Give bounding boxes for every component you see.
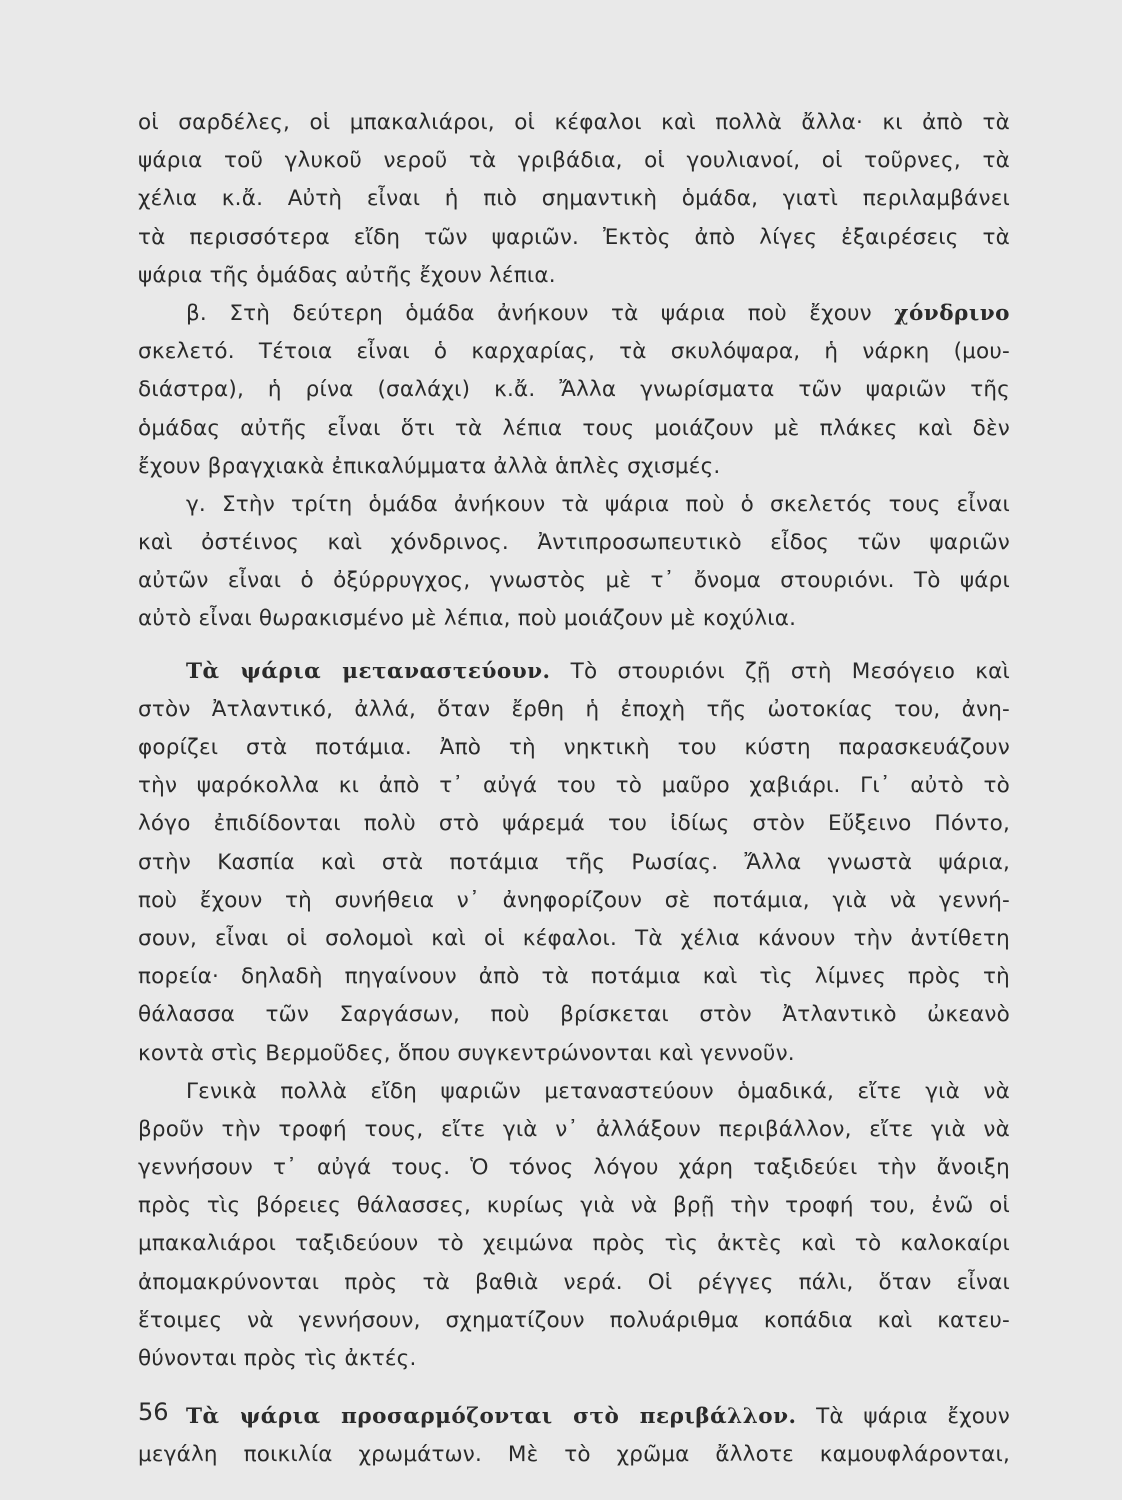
paragraph-gap [138,1378,1010,1398]
text-segment: β. Στὴ δεύτερη ὁμάδα ἀνήκουν τὰ ψάρια ποὺ ἔχουν [186,300,895,326]
text-line: τὴν ψαρόκολλα κι ἀπὸ τ᾿ αὐγά του τὸ μαῦρο χαβιάρι. Γι᾿ αὐτὸ τὸ [138,773,1010,799]
text-line: διάστρα), ἡ ρίνα (σαλάχι) κ.ἄ. Ἄλλα γνωρίσματα τῶν ψαριῶν τῆς [138,377,1010,403]
text-line: Γενικὰ πολλὰ εἴδη ψαριῶν μεταναστεύουν ὁμαδικά, εἴτε γιὰ νὰ [186,1078,1010,1104]
text-line: στὴν Κασπία καὶ στὰ ποτάμια τῆς Ρωσίας. Ἄλλα γνωστὰ ψάρια, [138,849,1010,875]
text-line: σουν, εἶναι οἱ σολομοὶ καὶ οἱ κέφαλοι. Τὰ χέλια κάνουν τὴν ἀντίθετη [138,925,1010,951]
text-line: πορεία· δηλαδὴ πηγαίνουν ἀπὸ τὰ ποτάμια καὶ τὶς λίμνες πρὸς τὴ [138,964,1010,990]
text-line: ὁμάδας αὐτῆς εἶναι ὅτι τὰ λέπια τους μοιάζουν μὲ πλάκες καὶ δὲν [138,415,1010,441]
section-heading: Τὰ ψάρια μεταναστεύουν. [186,658,551,684]
text-line: οἱ σαρδέλες, οἱ μπακαλιάροι, οἱ κέφαλοι καὶ πολλὰ ἄλλα· κι ἀπὸ τὰ [138,110,1010,135]
text-line: αὐτὸ εἶναι θωρακισμένο μὲ λέπια, ποὺ μοιάζουν μὲ κοχύλια. [138,606,797,632]
text-segment: Τὰ ψάρια ἔχουν [796,1404,1010,1430]
text-line: κοντὰ στὶς Βερμοῦδες, ὅπου συγκεντρώνονται καὶ γεννοῦν. [138,1040,795,1066]
text-line: θύνονται πρὸς τὶς ἀκτές. [138,1346,417,1371]
text-line: μεγάλη ποικιλία χρωμάτων. Μὲ τὸ χρῶμα ἄλλοτε καμουφλάρονται, [138,1442,1010,1468]
text-line: φορίζει στὰ ποτάμια. Ἀπὸ τὴ νηκτικὴ του κύστη παρασκευάζουν [138,735,1010,760]
text-line: πρὸς τὶς βόρειες θάλασσες, κυρίως γιὰ νὰ βρῇ τὴν τροφή του, ἐνῶ οἱ [138,1193,1010,1219]
text-line: στὸν Ἀτλαντικό, ἀλλά, ὅταν ἔρθη ἡ ἐποχὴ τῆς ὠοτοκίας του, ἀνη- [138,696,1010,722]
text-line: αὐτῶν εἶναι ὁ ὀξύρρυγχος, γνωστὸς μὲ τ᾿ ὄνομα στουριόνι. Τὸ ψάρι [138,568,1010,594]
text-line: τὰ περισσότερα εἴδη τῶν ψαριῶν. Ἐκτὸς ἀπὸ λίγες ἐξαιρέσεις τὰ [138,224,1010,250]
text-line: χέλια κ.ἄ. Αὐτὴ εἶναι ἡ πιὸ σημαντικὴ ὁμάδα, γιατὶ περιλαμβάνει [138,186,1010,212]
text-line: ψάρια τοῦ γλυκοῦ νεροῦ τὰ γριβάδια, οἱ γουλιανοί, οἱ τοῦρνες, τὰ [138,148,1010,174]
page-number: 56 [138,1398,169,1426]
paragraph-gap [138,639,1010,653]
bold-term: χόνδρινο [894,300,1010,326]
section-heading: Τὰ ψάρια προσαρμόζονται στὸ περιβάλλον. [186,1404,797,1430]
text-line: θάλασσα τῶν Σαργάσων, ποὺ βρίσκεται στὸν Ἀτλαντικὸ ὠκεανὸ [138,1002,1010,1028]
page-text [138,104,1010,1475]
text-line: σκελετό. Τέτοια εἶναι ὁ καρχαρίας, τὰ σκυλόψαρα, ἡ νάρκη (μου- [138,339,1010,365]
text-line [138,653,1010,691]
text-segment: Τὸ στουριόνι ζῇ στὴ Μεσόγειο καὶ [550,658,1010,684]
text-line: ἕτοιμες νὰ γεννήσουν, σχηματίζουν πολυάριθμα κοπάδια καὶ κατευ- [138,1307,1010,1333]
text-line: μπακαλιάροι ταξιδεύουν τὸ χειμώνα πρὸς τὶς ἀκτὲς καὶ τὸ καλοκαίρι [138,1231,1010,1257]
text-line: ποὺ ἔχουν τὴ συνήθεια ν᾿ ἀνηφορίζουν σὲ ποτάμια, γιὰ νὰ γεννή- [138,887,1010,913]
text-line: ψάρια τῆς ὁμάδας αὐτῆς ἔχουν λέπια. [138,262,556,288]
text-line: λόγο ἐπιδίδονται πολὺ στὸ ψάρεμά του ἰδίως στὸν Εὔξεινο Πόντο, [138,811,1010,837]
text-line: καὶ ὀστέινος καὶ χόνδρινος. Ἀντιπροσωπευτικὸ εἶδος τῶν ψαριῶν [138,530,1010,556]
text-line: βροῦν τὴν τροφή τους, εἴτε γιὰ ν᾿ ἀλλάξουν περιβάλλον, εἴτε γιὰ νὰ [138,1116,1010,1142]
text-line [138,295,1010,333]
text-line: ἀπομακρύνονται πρὸς τὰ βαθιὰ νερά. Οἱ ρέγγες πάλι, ὅταν εἶναι [138,1269,1010,1295]
text-line [138,1398,1010,1436]
text-line: γ. Στὴν τρίτη ὁμάδα ἀνήκουν τὰ ψάρια ποὺ ὁ σκελετός τους εἶναι [186,491,1010,517]
text-line: γεννήσουν τ᾿ αὐγά τους. Ὁ τόνος λόγου χάρη ταξιδεύει τὴν ἄνοιξη [138,1155,1010,1181]
text-line: ἔχουν βραγχιακὰ ἐπικαλύμματα ἀλλὰ ἁπλὲς σχισμές. [138,453,721,479]
